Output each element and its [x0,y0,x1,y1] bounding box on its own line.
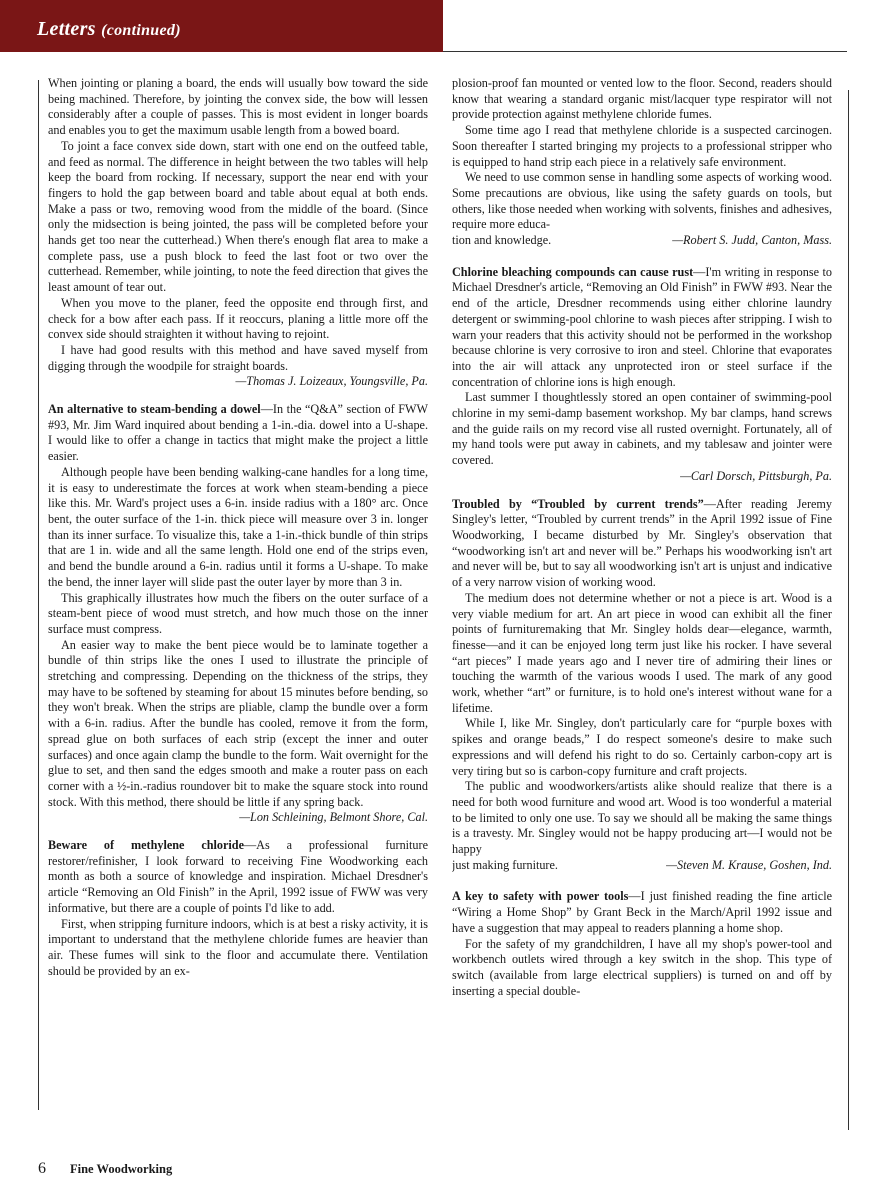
letter-intro-text: —I'm writing in response to Michael Dresdner's article, “Removing an Old Finish” in FWW #93. Near the end of the article, Dresdner recommends using either chlorine laundry detergent or swimming-pool chlorine to wash pieces after stripping. I wish to warn your readers that this activity should not be performed in the workshop because chlorine is very corrosive to iron and steel. Chlorine that evaporates into the air will attack any unprotected iron or steel surface if the concentration of chlorine ions is high enough. [452,264,832,389]
letter-intro [452,889,832,936]
paragraph: We need to use common sense in handling some aspects of working wood. Some precautions are obvious, like using the safety guards on tools, but others, like those needed when working with solvents, finishes and adhesives, require more educa- [452,170,832,232]
section-banner [0,0,443,52]
paragraph: When jointing or planing a board, the ends will usually bow toward the side being machined. Therefore, by jointing the convex side, the bow will lessen considerably after a couple of passes. This is most evident in longer boards and enables you to get the maximum usable length from a bowed board. [48,76,428,138]
right-column [452,76,832,1166]
paragraph: First, when stripping furniture indoors, which is at best a risky activity, it is important to understand that the methylene chloride fumes are heavier than air. These fumes will sink to the floor and accumulate there. Ventilation should be provided by an ex- [48,916,428,978]
top-rule [443,51,847,52]
paragraph: While I, like Mr. Singley, don't particularly care for “purple boxes with spikes and orange beads,” I do respect someone's desire to make such expressions and will defend his right to do so. Certainly carbon-copy art is very tiring but so is carbon-copy furniture and craft projects. [452,716,832,778]
letter-heading: A key to safety with power tools [452,889,629,904]
letter-intro-text: —After reading Jeremy Singley's letter, “Troubled by current trends” in the April 1992 issue of Fine Woodworking, I became disturbed by Mr. Singley's observation that “woodworking isn't art and never will be.” Perhaps his woodworking isn't art and never will be, but to say all woodworking isn't art is unjust and indicative of a very narrow vision of working wood. [452,496,832,590]
letter-signature: —Thomas J. Loizeaux, Youngsville, Pa. [235,374,428,389]
paragraph-end: just making furniture. [452,857,558,872]
paragraph: Although people have been bending walking-cane handles for a long time, it is easy to underestimate the forces at work when steam-bending a piece like this. Mr. Ward's project uses a 6-in. inside radius with a 180° arc. Once bent, the outer surface of the 1-in. thick piece will measure over 3 in. longer than its inner surface. To visualize this, take a 1-in.-thick bundle of thin strips that are 1 in. wide and all the same length. Hold one end of the strips even, and bend the bundle around a 6-in. radius until it forms a U-shape. To make the bend, the inner layer will slide past the outer layer by more than 3 in. [48,464,428,589]
letter-signature: —Carl Dorsch, Pittsburgh, Pa. [680,468,832,483]
letter-signature: —Steven M. Krause, Goshen, Ind. [666,857,832,872]
letter-intro [48,402,428,465]
letter-signature: —Lon Schleining, Belmont Shore, Cal. [239,810,428,825]
paragraph: The public and woodworkers/artists alike should realize that there is a need for both wood furniture and wood art. Wood is too wonderful a material to be limited to only one use. To say we should all be making the same things is a travesty. Mr. Singley would not be happy producing art—I would not be happy [452,779,832,857]
letter-signature: —Robert S. Judd, Canton, Mass. [672,233,832,248]
letter-intro-text: —I just finished reading the fine article “Wiring a Home Shop” by Grant Beck in the March/April 1992 issue and have a suggestion that may appeal to readers planning a home shop. [452,889,832,935]
right-column-rule [848,90,849,1130]
letter-heading: Beware of methylene chloride [48,838,244,853]
paragraph: The medium does not determine whether or not a piece is art. Wood is a very viable medium for art. An art piece in wood can exhibit all the finer points of furnituremaking that Mr. Singley holds dear—elegance, warmth, finesse—and it can be enjoyed long term just like his rocker. I have several “art pieces” I made years ago and I never tire of admiring their lines or touching the warmth of the various woods I used. The mark of any good work, whether “art” or furniture, is to hold one's interest without wane for a lifetime. [452,590,832,715]
page-number: 6 [38,1160,46,1177]
paragraph: This graphically illustrates how much the fibers on the outer surface of a steam-bent piece of wood must stretch, and how much those on the inner surface must compress. [48,590,428,636]
paragraph: For the safety of my grandchildren, I have all my shop's power-tool and workbench outlets wired through a key switch in the shop. This type of switch (available from large electrical suppliers) is turned on and off by inserting a special double- [452,936,832,998]
magazine-name: Fine Woodworking [70,1162,173,1176]
letter-intro [452,265,832,391]
letter-heading: Chlorine bleaching compounds can cause rust [452,264,694,279]
letter-intro [48,838,428,917]
paragraph: An easier way to make the bent piece would be to laminate together a bundle of thin strips like the ones I used to illustrate the principle of stretching and compressing. Depending on the thickness of the strips, they may have to be softened by steaming for about 15 minutes before bending, so they won't break. When the strips are pliable, clamp the bundle over a form with a 6-in. radius. After the bundle has cooled, remove it from the form, spread glue on both surfaces of each strip (except the inner and outer surfaces) and once again clamp the bundle to the form. Wait overnight for the glue to set, and then sand the edges smooth and make a router pass on each corner with a ½-in.-radius roundover bit to make the square stock into round stock. With this method, there should be little if any spring back. [48,637,428,809]
letter-intro [452,497,832,591]
section-label: Letters [37,18,96,40]
left-column-rule [38,80,39,1110]
signature-line [452,858,832,874]
letter-heading: An alternative to steam-bending a dowel [48,402,261,417]
paragraph: plosion-proof fan mounted or vented low to the floor. Second, readers should know that wearing a standard organic mist/lacquer type respirator will not provide protection against methylene chloride fumes. [452,76,832,122]
paragraph-end: tion and knowledge. [452,233,552,248]
paragraph: Last summer I thoughtlessly stored an open container of swimming-pool chlorine in my semi-damp basement workshop. My bar clamps, hand screws and the guide rails on my record vise all rusted overnight. Fortunately, all of my hand tools were put away in cabinets, and my tablesaw and jointer were covered. [452,390,832,468]
paragraph: When you move to the planer, feed the opposite end through first, and check for a bow after each pass. If it reoccurs, planing a little more off the convex side should straighten it without having to rejoint. [48,295,428,342]
signature-line [452,233,832,249]
letter-intro-text: —As a professional furniture restorer/refinisher, I look forward to receiving Fine Woodworking each month as both a source of knowledge and inspiration. Michael Dresdner's article “Removing an Old Finish” in the April, 1992 issue of FWW was very informative, but there are a couple of points I'd like to add. [48,838,428,915]
section-title [37,18,181,41]
letter-intro-text: —In the “Q&A” section of FWW #93, Mr. Jim Ward inquired about bending a 1-in.-dia. dowel into a U-shape. I would like to offer a change in tactics that might make the project a little easier. [48,402,428,464]
left-column [48,76,428,1166]
section-continued: (continued) [101,22,181,39]
paragraph: To joint a face convex side down, start with one end on the outfeed table, and feed as normal. The difference in height between the two tables will help keep the board from rocking. If necessary, support the near end with your fingers to hold the gap between board and table about equal at both ends. Make a pass or two, removing wood from the middle of the board. (Since only the midsection is being jointed, the pass will be completed before your hands get too near the cutterhead.) When there's enough flat area to make a complete pass, use a push block to feed the last foot or two over the cutterhead. Remember, while jointing, to note the feed direction that gives the least amount of tear out. [48,138,428,295]
paragraph: I have had good results with this method and have saved myself from digging through the woodpile for straight boards. [48,342,428,373]
letter-heading: Troubled by “Troubled by current trends” [452,496,704,511]
paragraph: Some time ago I read that methylene chloride is a suspected carcinogen. Soon thereafter I started bringing my projects to a professional stripper who is equipped to hand strip each piece in a relatively safe environment. [452,123,832,169]
